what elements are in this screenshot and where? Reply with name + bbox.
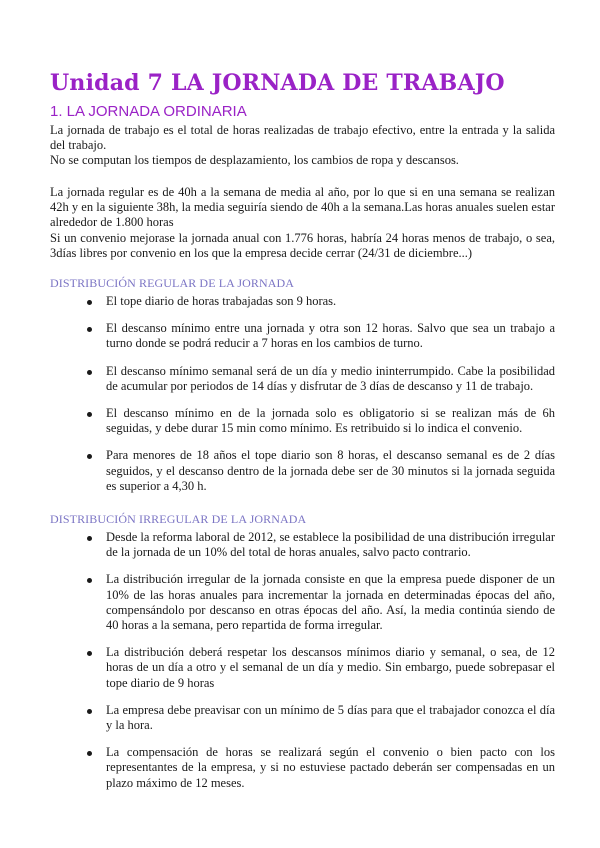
irregular-list <box>50 530 555 803</box>
list-item: El tope diario de horas trabajadas son 9 horas. <box>50 294 555 309</box>
bullet-icon <box>87 578 92 583</box>
jornada-regular-paragraph <box>50 185 555 261</box>
bullet-icon <box>87 454 92 459</box>
bullet-icon <box>87 300 92 305</box>
section-heading-jornada-ordinaria: 1. LA JORNADA ORDINARIA <box>50 103 247 120</box>
list-item: Para menores de 18 años el tope diario son 8 horas, el descanso semanal es de 2 días seguidos, y el descanso dentro de la jornada debe ser de 30 minutos si la jornada seguida es superior a 4,30 h. <box>50 448 555 494</box>
list-item: La empresa debe preavisar con un mínimo de 5 días para que el trabajador conozca el día y la hora. <box>50 703 555 733</box>
bullet-icon <box>87 709 92 714</box>
paragraph-jornada-regular: La jornada regular es de 40h a la semana de media al año, por lo que si en una semana se realizan 42h y en la siguiente 38h, la media seguiría siendo de 40h a la semana.Las horas anuales suelen estar alrededor de 1.800 horas <box>50 185 555 230</box>
heading-distribucion-irregular: DISTRIBUCIÓN IRREGULAR DE LA JORNADA <box>50 512 307 526</box>
list-item: La distribución irregular de la jornada consiste en que la empresa puede disponer de un 10% de las horas anuales para incrementar la jornada en determinadas épocas del año, compensándolo por descanso en otras épocas del año. Así, la media continúa siendo de 40 horas a la semana, pero repartida de forma irregular. <box>50 572 555 633</box>
unit-title: Unidad 7 LA JORNADA DE TRABAJO <box>50 70 505 96</box>
bullet-icon <box>87 327 92 332</box>
paragraph-definition: La jornada de trabajo es el total de horas realizadas de trabajo efectivo, entre la entrada y la salida del trabajo. <box>50 123 555 153</box>
bullet-icon <box>87 370 92 375</box>
bullet-icon <box>87 412 92 417</box>
regular-list <box>50 294 555 506</box>
list-item: La compensación de horas se realizará según el convenio o bien pacto con los representantes de la empresa, y si no estuviese pactado deberán ser compensadas en un plazo máximo de 12 meses. <box>50 745 555 791</box>
list-item: Desde la reforma laboral de 2012, se establece la posibilidad de una distribución irregular de la jornada de un 10% del total de horas anuales, salvo pacto contrario. <box>50 530 555 560</box>
paragraph-convenio: Si un convenio mejorase la jornada anual con 1.776 horas, habría 24 horas menos de trabajo, o sea, 3días libres por convenio en los que la empresa decide cerrar (24/31 de diciembre...) <box>50 230 555 260</box>
list-item: El descanso mínimo en de la jornada solo es obligatorio si se realizan más de 6h seguidas, y debe durar 15 min como mínimo. Es retribuido si lo indica el convenio. <box>50 406 555 436</box>
paragraph-no-computan: No se computan los tiempos de desplazamiento, los cambios de ropa y descansos. <box>50 153 459 168</box>
bullet-icon <box>87 751 92 756</box>
list-item: La distribución deberá respetar los descansos mínimos diario y semanal, o sea, de 12 horas de un día a otro y el semanal de un día y medio. Sin embargo, puede sobrepasar el tope diario de 9 horas <box>50 645 555 691</box>
bullet-icon <box>87 536 92 541</box>
list-item: El descanso mínimo semanal será de un día y medio ininterrumpido. Cabe la posibilidad de acumular por periodos de 14 días y disfrutar de 3 días de descanso y 11 de trabajo. <box>50 364 555 394</box>
intro-paragraph <box>50 123 555 169</box>
list-item: El descanso mínimo entre una jornada y otra son 12 horas. Salvo que sea un trabajo a turno donde se podrá reducir a 7 horas en los cambios de turno. <box>50 321 555 351</box>
heading-distribucion-regular: DISTRIBUCIÓN REGULAR DE LA JORNADA <box>50 276 295 290</box>
bullet-icon <box>87 651 92 656</box>
